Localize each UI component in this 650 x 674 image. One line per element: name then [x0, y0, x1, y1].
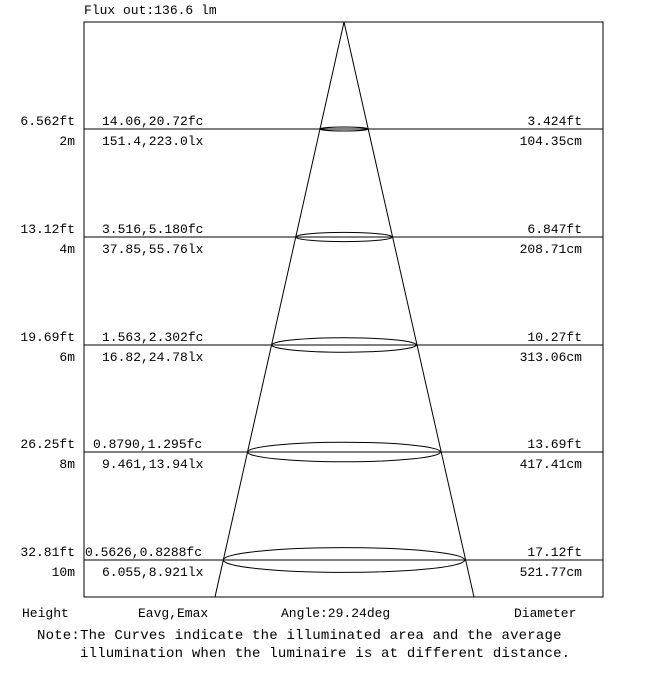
footcandle-label: 1.563,2.302fc [102, 330, 204, 345]
diameter-ft-label: 17.12ft [527, 545, 582, 560]
height-ft-label: 32.81ft [20, 545, 75, 560]
diameter-cm-label: 417.41cm [519, 457, 582, 472]
height-ft-label: 19.69ft [20, 330, 75, 345]
height-ft-label: 13.12ft [20, 222, 75, 237]
angle-label: Angle:29.24deg [281, 606, 391, 621]
height-ft-label: 26.25ft [20, 437, 75, 452]
beam-edge-right [344, 22, 474, 597]
diameter-ft-label: 13.69ft [527, 437, 582, 452]
flux-label: Flux out:136.6 lm [84, 3, 217, 18]
diameter-cm-label: 521.77cm [519, 565, 582, 580]
rows-layer [20, 114, 603, 580]
height-m-label: 4m [59, 242, 75, 257]
lux-label: 37.85,55.76lx [102, 242, 204, 257]
footcandle-label: 3.516,5.180fc [102, 222, 204, 237]
diameter-ft-label: 3.424ft [527, 114, 582, 129]
lux-label: 9.461,13.94lx [102, 457, 204, 472]
footcandle-label: 0.8790,1.295fc [93, 437, 203, 452]
lux-label: 151.4,223.0lx [102, 134, 204, 149]
diameter-ft-label: 6.847ft [527, 222, 582, 237]
beam-edge-left [215, 22, 344, 597]
diameter-header: Diameter [514, 606, 577, 621]
diameter-ft-label: 10.27ft [527, 330, 582, 345]
height-m-label: 6m [59, 350, 75, 365]
note-line-1: Note:The Curves indicate the illuminated area and the average [37, 628, 562, 644]
lux-label: 16.82,24.78lx [102, 350, 204, 365]
diagram-frame [84, 22, 603, 597]
footcandle-label: 0.5626,0.8288fc [85, 545, 203, 560]
height-m-label: 10m [51, 565, 75, 580]
footcandle-label: 14.06,20.72fc [102, 114, 204, 129]
height-ft-label: 6.562ft [20, 114, 75, 129]
diameter-cm-label: 208.71cm [519, 242, 582, 257]
height-m-label: 2m [59, 134, 75, 149]
lux-label: 6.055,8.921lx [102, 565, 204, 580]
diameter-cm-label: 313.06cm [519, 350, 582, 365]
note-line-2: illumination when the luminaire is at different distance. [37, 646, 571, 662]
eavg-emax-header: Eavg,Emax [138, 606, 209, 621]
height-header: Height [22, 606, 69, 621]
diameter-cm-label: 104.35cm [519, 134, 582, 149]
height-m-label: 8m [59, 457, 75, 472]
